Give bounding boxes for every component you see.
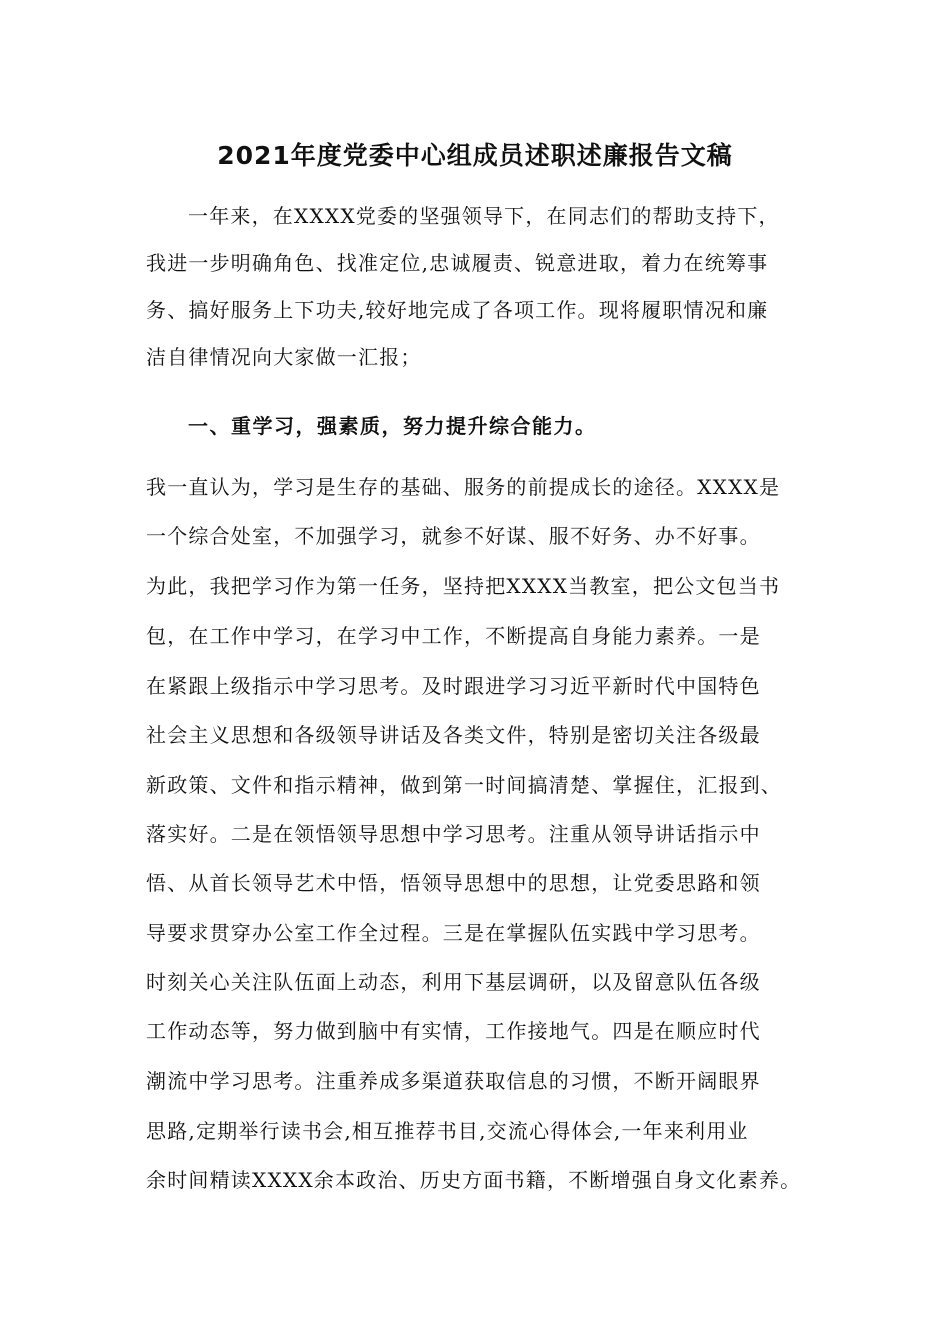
document-title: 2021年度党委中心组成员述职述廉报告文稿 (217, 141, 733, 170)
intro-line: 洁自律情况向大家做一汇报； (146, 345, 422, 369)
body-line: 思路,定期举行读书会,相互推荐书目,交流心得体会,一年来利用业 (146, 1119, 749, 1143)
intro-line: 一年来，在XXXX党委的坚强领导下，在同志们的帮助支持下， (188, 204, 780, 228)
body-line: 导要求贯穿办公室工作全过程。三是在掌握队伍实践中学习思考。 (146, 921, 761, 945)
body-line: 潮流中学习思考。注重养成多渠道获取信息的习惯，不断开阔眼界 (146, 1069, 761, 1093)
body-line: 悟、从首长领导艺术中悟，悟领导思想中的思想，让党委思路和领 (146, 871, 761, 895)
intro-line: 务、搞好服务上下功夫,较好地完成了各项工作。现将履职情况和廉 (146, 298, 769, 322)
section-heading: 一、重学习，强素质，努力提升综合能力。 (188, 414, 597, 438)
body-line: 新政策、文件和指示精神，做到第一时间搞清楚、掌握住，汇报到、 (146, 773, 782, 797)
body-line: 余时间精读XXXX余本政治、历史方面书籍，不断增强自身文化素养。 (146, 1168, 802, 1192)
body-line: 社会主义思想和各级领导讲话及各类文件，特别是密切关注各级最 (146, 723, 761, 747)
body-line: 落实好。二是在领悟领导思想中学习思考。注重从领导讲话指示中 (146, 822, 761, 846)
body-line: 在紧跟上级指示中学习思考。及时跟进学习习近平新时代中国特色 (146, 674, 761, 698)
body-line: 为此，我把学习作为第一任务，坚持把XXXX当教室，把公文包当书 (146, 574, 781, 598)
intro-line: 我进一步明确角色、找准定位,忠诚履责、锐意进取，着力在统筹事 (146, 251, 769, 275)
body-line: 包，在工作中学习，在学习中工作，不断提高自身能力素养。一是 (146, 624, 761, 648)
body-line: 一个综合处室，不加强学习，就参不好谋、服不好务、办不好事。 (146, 524, 761, 548)
body-line: 工作动态等，努力做到脑中有实情，工作接地气。四是在顺应时代 (146, 1019, 761, 1043)
body-line: 时刻关心关注队伍面上动态，利用下基层调研，以及留意队伍各级 (146, 970, 761, 994)
body-line: 我一直认为，学习是生存的基础、服务的前提成长的途径。XXXX是 (146, 475, 781, 499)
